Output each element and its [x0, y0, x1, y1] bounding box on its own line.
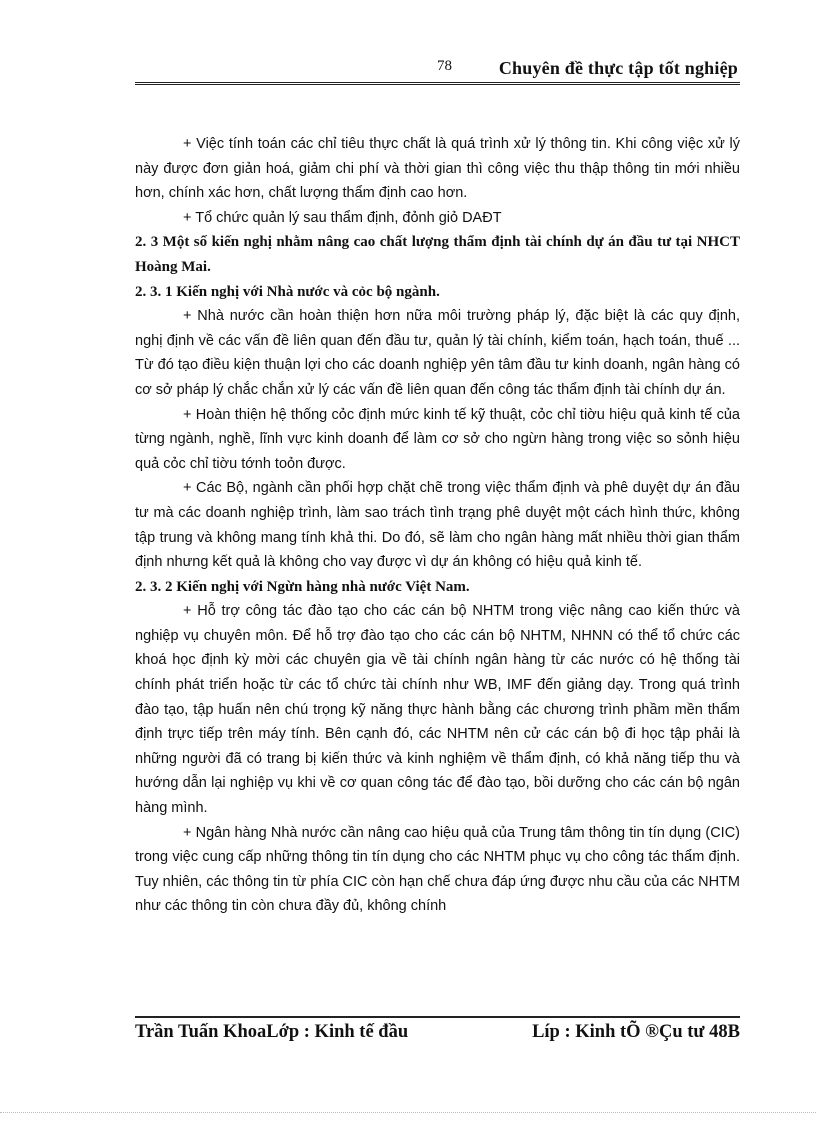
section-heading-2-3-2: 2. 3. 2 Kiến nghị với Ngừn hàng nhà nước Việt Nam.: [135, 578, 470, 595]
paragraph-training-support: + Hỗ trợ công tác đào tạo cho các cán bộ NHTM trong việc nâng cao kiến thức và nghiệp vụ chuyên môn. Để hỗ trợ đào tạo cho các cán bộ NHTM, NHNN có thể tổ chức các khoá học định kỳ mời các chuyên gia về tài chính ngân hàng từ các nước có hệ thống tài chính phát triển hoặc từ các tổ chức tài chính như WB, IMF đến giảng dạy. Trong quá trình đào tạo, tập huấn nên chú trọng kỹ năng thực hành bằng các chương trình phầm mền thẩm định trực tiếp trên máy tính. Bên cạnh đó, các NHTM nên cử các cán bộ đi học tập phải là những người đã có trang bị kiến thức và kinh nghiệm về thẩm định, có khả năng tiếp thu và hướng dẫn lại nghiệp vụ khi về cơ quan công tác để đào tạo, bồi dưỡng cho các cán bộ ngân hàng mình.: [135, 603, 740, 817]
page-footer: [135, 1016, 740, 1052]
header-title: Chuyên đề thực tập tốt nghiệp: [498, 58, 738, 78]
paragraph-data-processing: + Việc tính toán các chỉ tiêu thực chất là quá trình xử lý thông tin. Khi công việc xử lý này được đơn giản hoá, giảm chi phí và thời gian thì công việc thu thập thông tin mới nhiều hơn, chính xác hơn, chất lượng thẩm định cao hơn.: [135, 136, 740, 202]
page-number: 78: [437, 58, 452, 74]
paragraph-cic-information: + Ngân hàng Nhà nước cần nâng cao hiệu quả của Trung tâm thông tin tín dụng (CIC) trong việc cung cấp những thông tin tín dụng cho các NHTM phục vụ cho công tác thẩm định. Tuy nhiên, các thông tin từ phía CIC còn hạn chế chưa đáp ứng được nhu cầu của các NHTM như các thông tin còn chưa đầy đủ, không chính: [135, 824, 740, 915]
paragraph-post-appraisal: + Tổ chức quản lý sau thẩm định, đỏnh giỏ DAĐT: [183, 209, 502, 226]
footer-class: Líp : Kinh tÕ ®Çu tư 48B: [532, 1022, 740, 1042]
section-heading-2-3-1: 2. 3. 1 Kiến nghị với Nhà nước và cỏc bộ ngành.: [135, 283, 440, 300]
document-body: [135, 132, 740, 919]
page-bottom-dotted-line: [0, 1112, 816, 1113]
section-heading-2-3: 2. 3 Một số kiến nghị nhằm nâng cao chất lượng thẩm định tài chính dự án đầu tư tại NHCT Hoàng Mai.: [135, 234, 740, 275]
page-header: [135, 56, 740, 85]
paragraph-technical-norms: + Hoàn thiện hệ thống cỏc định mức kinh tế kỹ thuật, cỏc chỉ tiờu hiệu quả kinh tế của từng ngành, nghề, lĩnh vực kinh doanh để làm cơ sở cho ngừn hàng trong việc so sỏnh hiệu quả cỏc chỉ tiờu tớnh toỏn được.: [135, 406, 740, 472]
paragraph-ministries-coordination: + Các Bộ, ngành cần phối hợp chặt chẽ trong việc thẩm định và phê duyệt dự án đầu tư mà các doanh nghiệp trình, làm sao trách tình trạng phê duyệt một cách hình thức, không tập trung và không mang tính khả thi. Do đó, sẽ làm cho ngân hàng mất nhiều thời gian thẩm định nhưng kết quả là không cho vay được vì dự án không có hiệu quả kinh tế.: [135, 480, 740, 571]
footer-author: Trần Tuấn KhoaLớp : Kinh tế đầu: [135, 1022, 409, 1042]
paragraph-legal-environment: + Nhà nước cần hoàn thiện hơn nữa môi trường pháp lý, đặc biệt là các quy định, nghị định về các vấn đề liên quan đến đầu tư, quản lý tài chính, kiểm toán, hạch toán, thuế ... Từ đó tạo điều kiện thuận lợi cho các doanh nghiệp yên tâm đầu tư kinh doanh, ngân hàng có cơ sở pháp lý chắc chắn xử lý các vấn đề liên quan đến công tác thẩm định tài chính dự án.: [135, 308, 740, 398]
